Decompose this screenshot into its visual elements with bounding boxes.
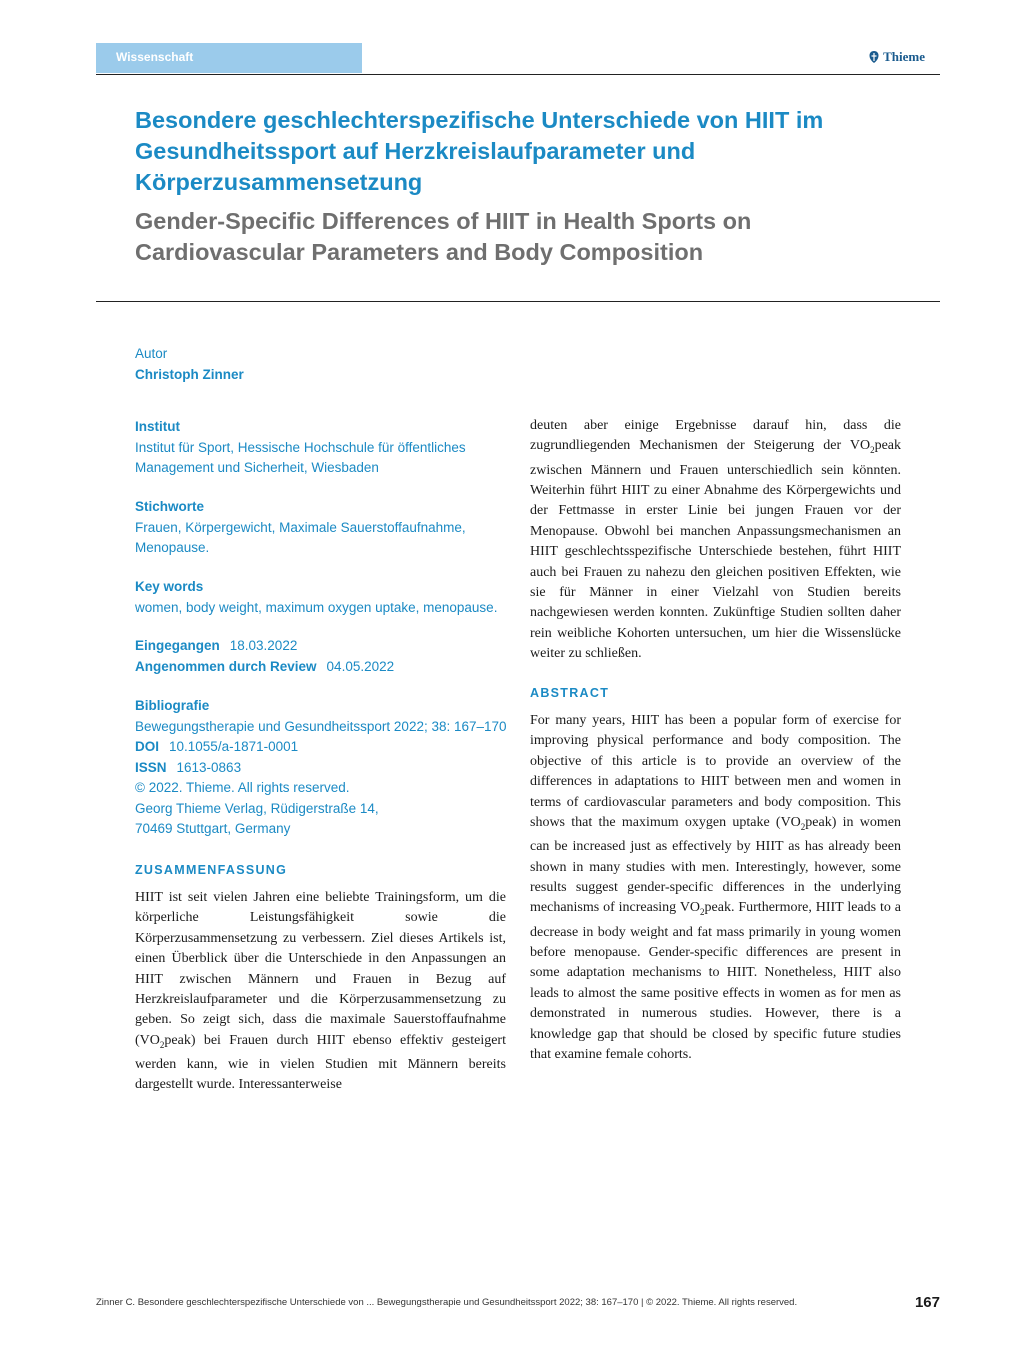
zusammenfassung-text-col2: deuten aber einige Ergebnisse darauf hin, dass die zugrundliegenden Mechanismen der Steigerung der $VO_2peak$ zwischen Männern und Frauen unterschiedlich sein könnten. Weiterhin führt HIIT zu einer Abnahme des Körpergewichts und der Fettmasse in erster Linie bei jungen Frauen vor der Menopause. Obwohl bei manchen Anpassungsmechanismen an HIIT geschlechtsspezifische Unterschiede bestehen, führt HIIT auch bei Frauen zu nahezu den gleichen positiven Effekten, wie sie für Männer in einer Vielzahl von Studien bereits nachgewiesen werden konnten. Zukünftige Studien sollten daher rein weibliche Kohorten untersuchen, um hier die Wissenslücke weiter zu schließen. [530, 418, 901, 662]
issn-label: ISSN [135, 759, 167, 775]
doi-link[interactable]: 10.1055/a-1871-0001 [169, 739, 299, 754]
zusammenfassung-text-col1: HIIT ist seit vielen Jahren eine beliebte Trainingsform, um die körperliche Leistungsfähigkeit sowie die Körperzusammensetzung zu verbessern. Ziel dieses Artikels ist, einen Überblick über die Unterschiede in den Anpassungen an HIIT zwischen Männern und Frauen in Bezug auf Herzkreislaufparameter und die Körperzusammensetzung zu geben. So zeigt sich, dass die maximale Sauerstoffaufnahme $(VO_2peak)$ bei Frauen durch HIIT ebenso effektiv gesteigert werden kann, wie in vielen Studien mit Männern bereits dargestellt wurde. Interessanterweise [135, 890, 506, 1093]
institute-line2: Management und Sicherheit, Wiesbaden [135, 460, 379, 475]
publisher-address-line1: Georg Thieme Verlag, Rüdigerstraße 14, [135, 800, 379, 816]
keywords-en-label: Key words [135, 579, 204, 594]
keywords-de-line2: Menopause. [135, 540, 210, 555]
author-name: Christoph Zinner [135, 366, 244, 382]
keywords-de-label: Stichworte [135, 499, 205, 514]
header-rule [96, 74, 940, 75]
keywords-de-line1: Frauen, Körpergewicht, Maximale Sauerstoffaufnahme, [135, 519, 466, 535]
title-german: Besondere geschlechterspezifische Unterschiede von HIIT im Gesundheitssport auf Herzkreislaufparameter und Körperzusammensetzung [135, 107, 824, 195]
keywords-en-block [135, 577, 497, 618]
bibliography-block [135, 696, 507, 840]
doi-label: DOI [135, 739, 160, 754]
keywords-de-block [135, 497, 466, 559]
institute-line1: Institut für Sport, Hessische Hochschule für öffentliches [135, 439, 466, 455]
accepted-label: Angenommen durch Review [135, 658, 317, 674]
copyright-line: © 2022. Thieme. All rights reserved. [135, 780, 350, 795]
footer-citation: Zinner C. Besondere geschlechterspezifische Unterschiede von ... Bewegungstherapie und Gesundheitssport 2022; 38: 167–170 | © 2022. Thieme. All rights reserved. [96, 1297, 798, 1308]
abstract-heading: ABSTRACT [530, 686, 610, 700]
publisher-address-line2: 70469 Stuttgart, Germany [135, 821, 291, 836]
page-number: 167 [914, 1294, 940, 1311]
author-label: Autor [135, 346, 168, 361]
received-label: Eingegangen [135, 638, 220, 653]
dates-block [135, 636, 394, 677]
thieme-emblem-icon [868, 50, 880, 64]
author-block [135, 344, 244, 385]
publisher-name: Thieme [883, 49, 925, 64]
institute-block [135, 417, 466, 479]
section-tab: Wissenschaft [96, 43, 362, 73]
received-date: 18.03.2022 [229, 638, 298, 653]
institute-label: Institut [135, 419, 180, 434]
zusammenfassung-heading: ZUSAMMENFASSUNG [135, 863, 288, 877]
title-english: Gender-Specific Differences of HIIT in Health Sports on Cardiovascular Parameters and Body Composition [135, 208, 752, 265]
issn-value: 1613-0863 [176, 759, 242, 775]
keywords-en-value: women, body weight, maximum oxygen uptake, menopause. [135, 599, 498, 615]
bibliography-label: Bibliografie [135, 698, 210, 713]
bibliography-journal: Bewegungstherapie und Gesundheitssport 2022; 38: 167–170 [135, 718, 507, 734]
title-rule [96, 301, 940, 302]
publisher-logo [868, 49, 925, 65]
accepted-date: 04.05.2022 [326, 658, 395, 674]
abstract-text: For many years, HIIT has been a popular form of exercise for improving physical performance and body composition. The objective of this article is to provide an overview of the differences in adaptations to HIIT between men and women in terms of cardiovascular parameters and body composition. This shows that the maximum oxygen uptake $(VO_2peak)$ in women can be increased just as effectively by HIIT as has already been shown in many studies with men. Interestingly, however, some results suggest gender-specific differences in the underlying mechanisms of increasing $VO_2peak$. Furthermore, HIIT leads to a decrease in body weight and fat mass primarily in young women before menopause. Gender-specific differences are present in some adaptation mechanisms to HIIT. Nonetheless, HIIT also leads to almost the same positive effects in women as for men as demonstrated in numerous studies. However, there is a knowledge gap that should be closed by specific future studies that examine female cohorts. [530, 713, 901, 1063]
